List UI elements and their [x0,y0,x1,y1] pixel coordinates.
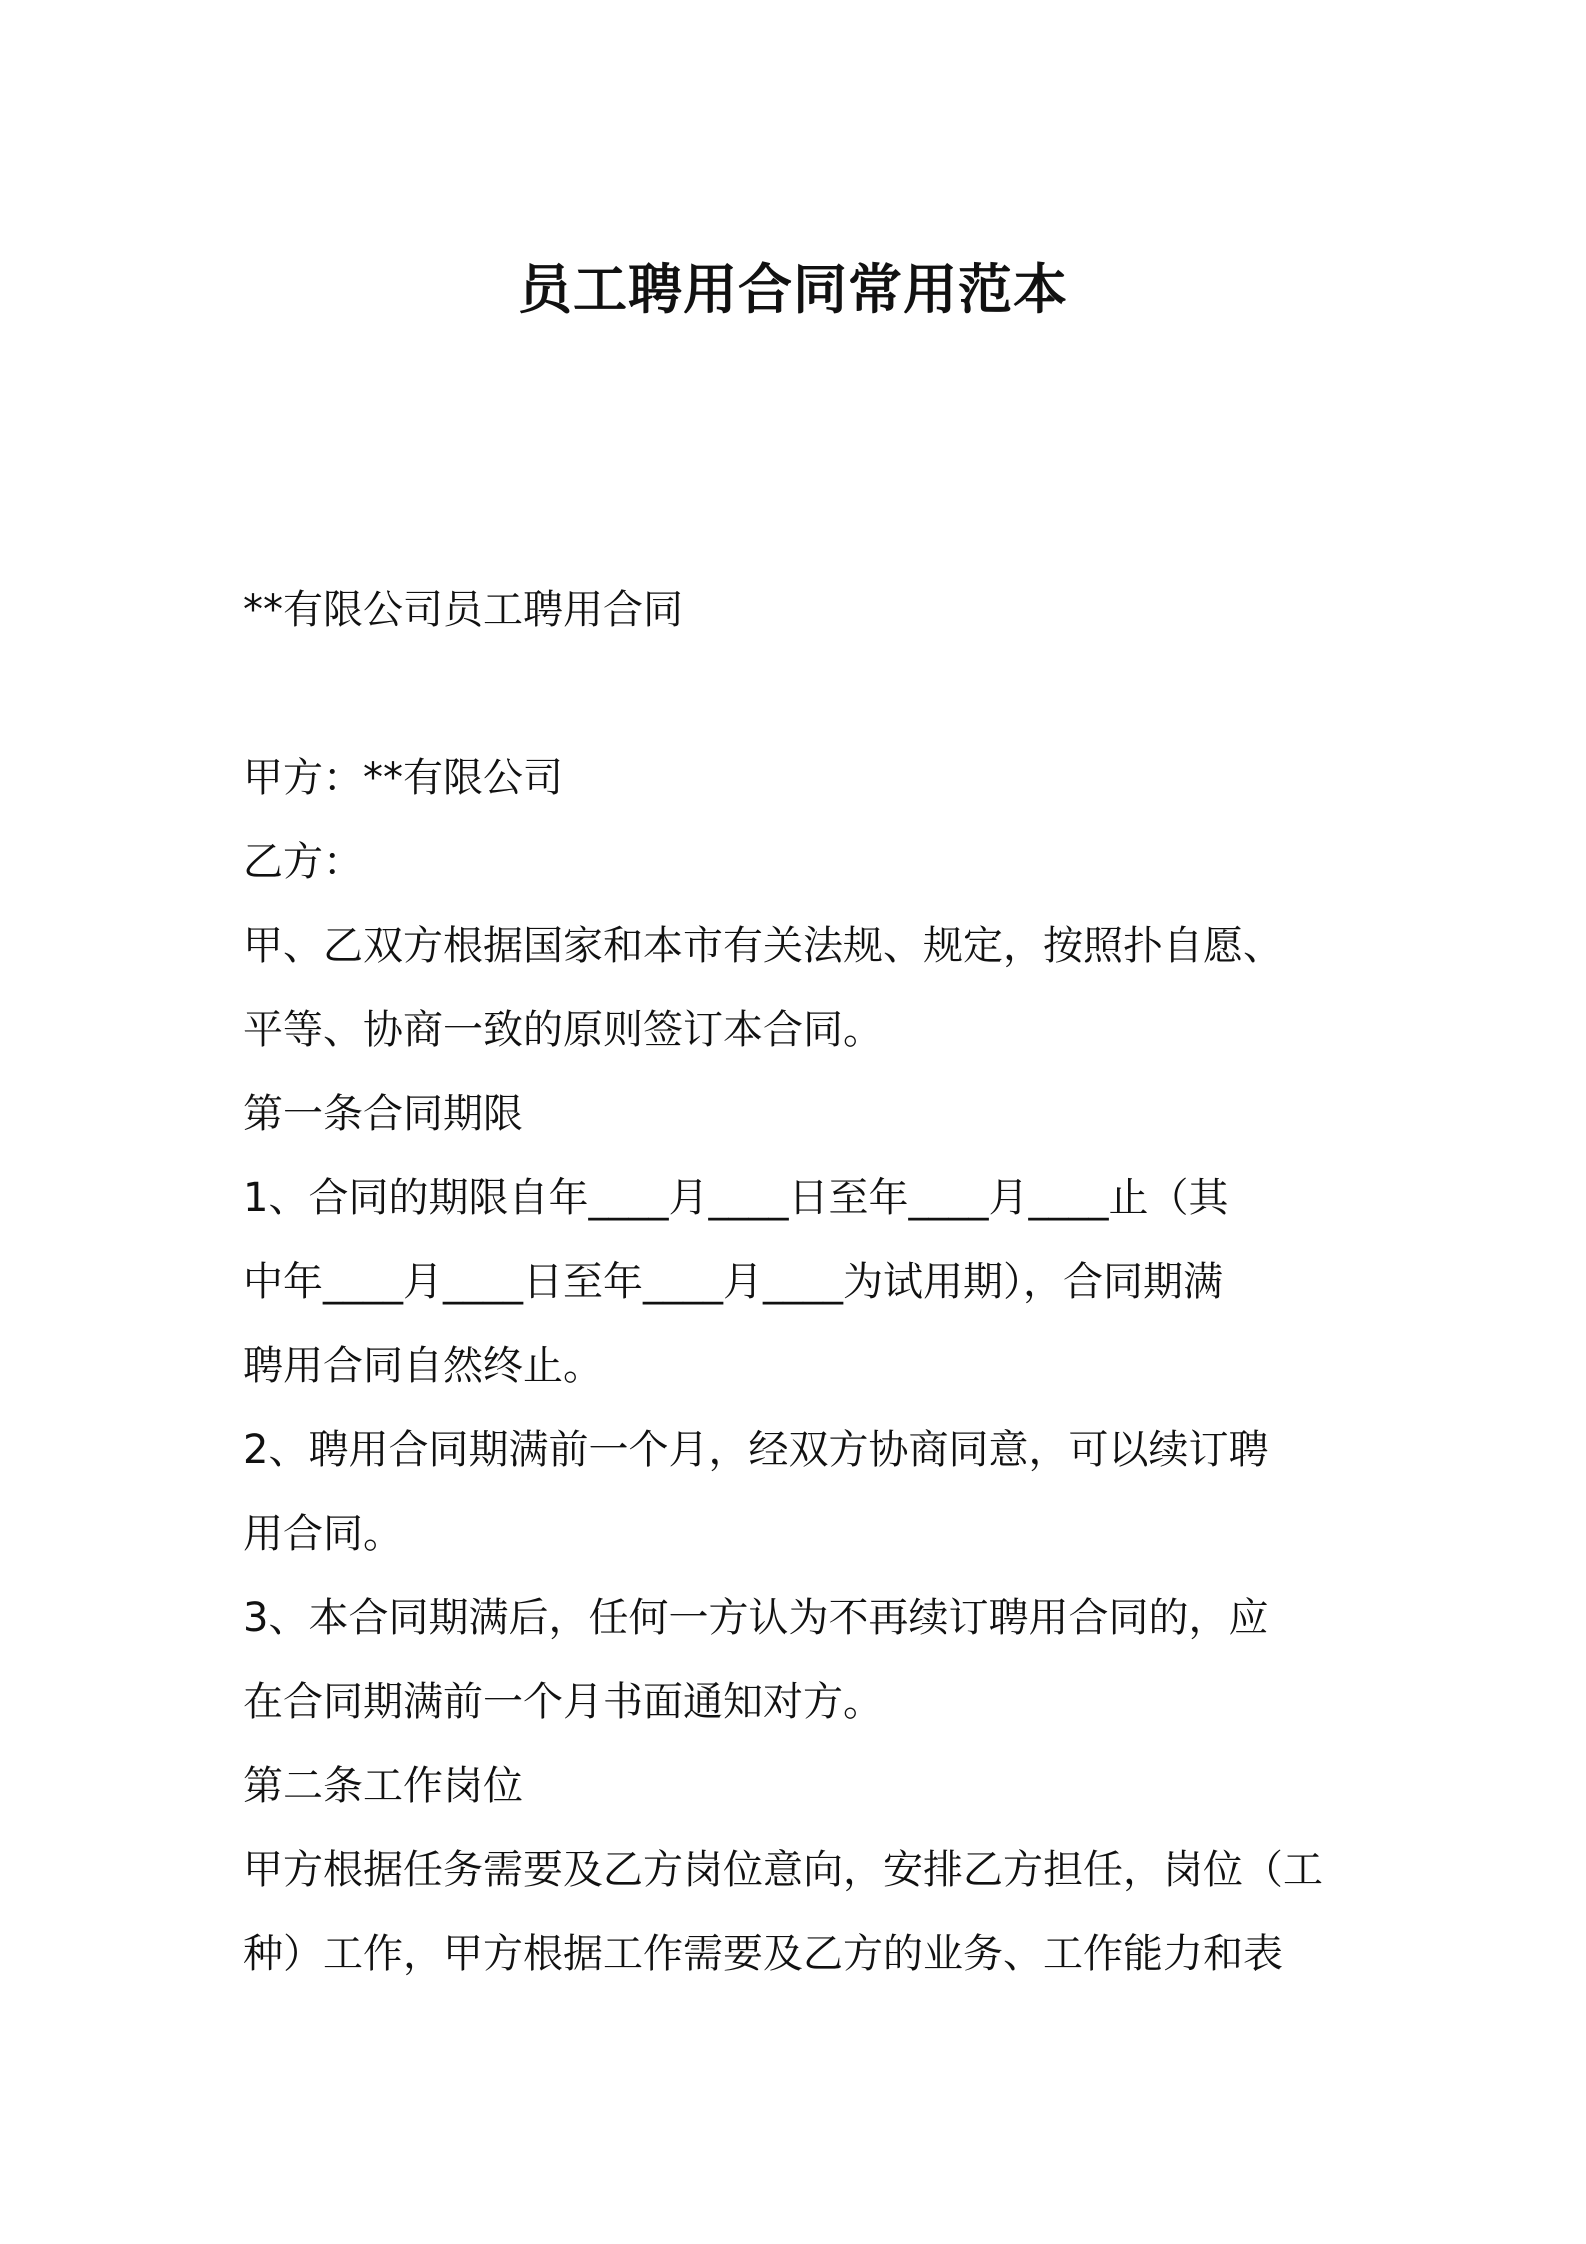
article-1-clause-2-line-2: 用合同。 [243,1511,403,1557]
party-b-line: 乙方： [243,839,363,885]
document-title: 员工聘用合同常用范本 [518,258,1068,321]
article-2-line-2: 种）工作，甲方根据工作需要及乙方的业务、工作能力和表 [243,1931,1283,1977]
contract-subtitle: **有限公司员工聘用合同 [243,587,683,633]
article-1-heading: 第一条合同期限 [243,1091,523,1137]
party-a-line: 甲方：**有限公司 [243,755,563,801]
article-2-line-1: 甲方根据任务需要及乙方岗位意向，安排乙方担任，岗位（工 [243,1847,1323,1893]
article-1-clause-2-line-1: 2、聘用合同期满前一个月，经双方协商同意，可以续订聘 [243,1427,1269,1473]
article-1-clause-3-line-2: 在合同期满前一个月书面通知对方。 [243,1679,883,1725]
preamble-line-2: 平等、协商一致的原则签订本合同。 [243,1007,883,1053]
article-1-clause-3-line-1: 3、本合同期满后，任何一方认为不再续订聘用合同的，应 [243,1595,1269,1641]
article-1-clause-1-line-1: 1、合同的期限自年____月____日至年____月____止（其 [243,1175,1229,1221]
article-2-heading: 第二条工作岗位 [243,1763,523,1809]
article-1-clause-1-line-2: 中年____月____日至年____月____为试用期），合同期满 [243,1259,1223,1305]
article-1-clause-1-line-3: 聘用合同自然终止。 [243,1343,603,1389]
preamble-line-1: 甲、乙双方根据国家和本市有关法规、规定，按照扑自愿、 [243,923,1283,969]
